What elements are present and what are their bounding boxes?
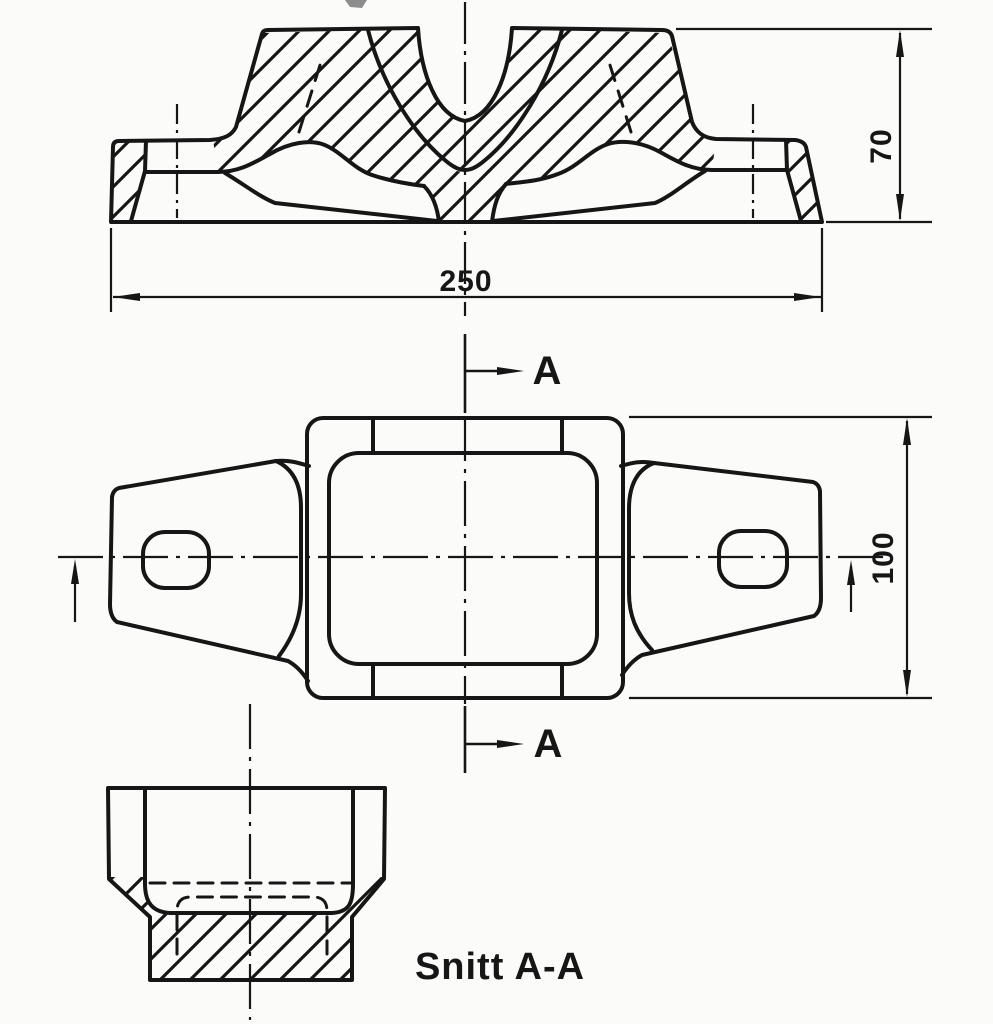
section-label-top: A xyxy=(532,349,562,393)
section-arrowhead-bottom xyxy=(497,740,524,748)
cropped-mark xyxy=(345,0,367,8)
section-mark-bottom xyxy=(465,706,524,773)
arrowhead-left xyxy=(113,293,140,301)
section-title: Snitt A-A xyxy=(414,946,586,988)
boss-top-face xyxy=(329,453,597,664)
section-view xyxy=(108,788,385,980)
arrowhead-down xyxy=(903,670,911,697)
front-section-view xyxy=(111,28,822,222)
arrowhead-right xyxy=(794,293,821,301)
bolt-slot-right xyxy=(719,531,787,587)
wing-left-waist xyxy=(276,461,301,656)
arrowhead-up xyxy=(903,418,911,445)
datum-arrowhead-right xyxy=(847,560,855,585)
dim-100-text: 100 xyxy=(867,531,900,585)
centerlines-plan xyxy=(58,416,888,704)
datum-arrows xyxy=(71,559,855,622)
section-label-bottom: A xyxy=(533,722,563,766)
section-arrowhead-top xyxy=(497,367,524,375)
bolt-slot-left xyxy=(143,532,209,588)
section-mark-top xyxy=(465,334,524,413)
arrowhead-up xyxy=(896,30,904,57)
datum-arrowhead-left xyxy=(71,559,79,584)
dim-70-text: 70 xyxy=(865,128,898,164)
dim-250-text: 250 xyxy=(439,265,493,298)
arrowhead-down xyxy=(896,194,904,221)
hatch-areas-front xyxy=(111,28,822,222)
